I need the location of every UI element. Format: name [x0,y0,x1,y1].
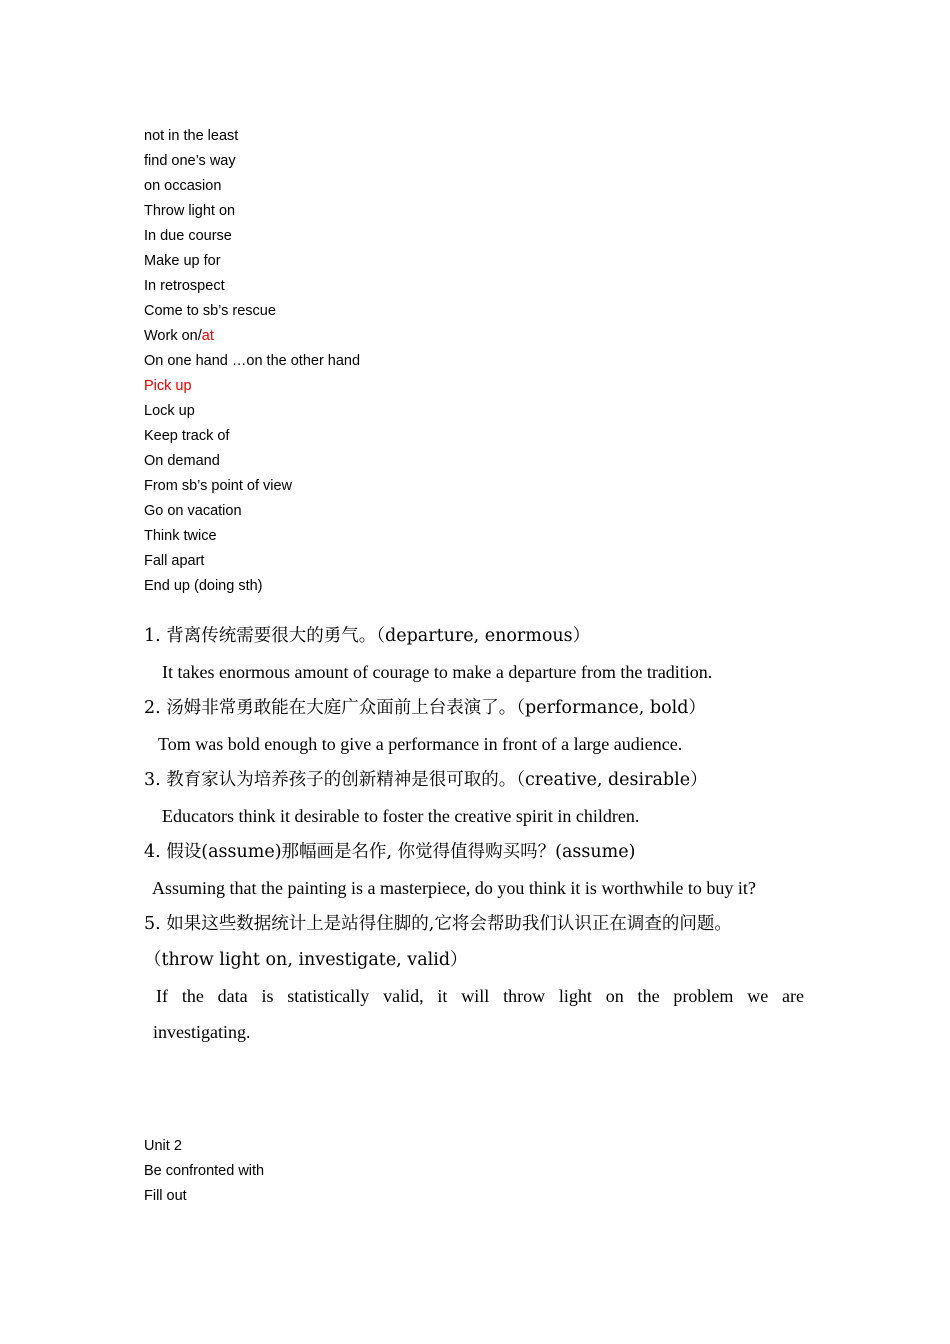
exercise-prompt: 4. 假设(assume)那幅画是名作, 你觉得值得购买吗？(assume) [144,842,636,862]
unit-2-section [144,1134,744,1209]
phrase-item: On one hand …on the other hand [144,353,361,369]
translation-exercises [144,618,808,1050]
phrase-item: not in the least [144,128,239,144]
phrase-item: Come to sb’s rescue [144,303,276,319]
phrase-item: Keep track of [144,428,230,444]
phrase-item: Make up for [144,253,221,269]
phrase-item: End up (doing sth) [144,578,263,594]
exercise-answer: If the data is statistically valid, it will throw light on the problem we are [156,986,804,1006]
exercise-prompt: 5. 如果这些数据统计上是站得住脚的,它将会帮助我们认识正在调查的问题。 [144,914,732,934]
exercise-answer: It takes enormous amount of courage to make a departure from the tradition. [162,662,713,682]
phrase-item: Go on vacation [144,503,242,519]
phrase-work-on-highlight: at [201,328,214,344]
phrase-item: Fall apart [144,553,205,569]
exercise-prompt: 2. 汤姆非常勇敢能在大庭广众面前上台表演了。（performance, bold） [144,698,706,718]
exercise-answer-continued: investigating. [153,1022,251,1042]
phrase-item: Throw light on [144,203,236,219]
unit-title: Unit 2 [144,1138,182,1154]
phrase-item-highlighted: Pick up [144,378,192,394]
exercise-answer: Tom was bold enough to give a performance in front of a large audience. [158,734,683,754]
phrase-item: on occasion [144,178,222,194]
phrase-item: On demand [144,453,220,469]
phrase-item: Lock up [144,403,195,419]
phrase-item: In due course [144,228,232,244]
phrase-item: From sb’s point of view [144,478,293,494]
exercise-prompt: 1. 背离传统需要很大的勇气。（departure, enormous） [144,626,591,646]
phrase-list [144,124,744,599]
phrase-item: Think twice [144,528,217,544]
exercise-answer: Assuming that the painting is a masterpiece, do you think it is worthwhile to buy it? [152,878,756,898]
exercise-prompt-keywords: （throw light on, investigate, valid） [144,950,468,970]
exercise-prompt: 3. 教育家认为培养孩子的创新精神是很可取的。（creative, desirable） [144,770,708,790]
phrase-work-on-base: Work on/ [144,328,202,344]
phrase-item: find one’s way [144,153,236,169]
phrase-item: Be confronted with [144,1163,265,1179]
phrase-item: In retrospect [144,278,225,294]
phrase-item-work-on [144,324,744,349]
exercise-answer: Educators think it desirable to foster the creative spirit in children. [162,806,640,826]
phrase-item: Fill out [144,1188,187,1204]
